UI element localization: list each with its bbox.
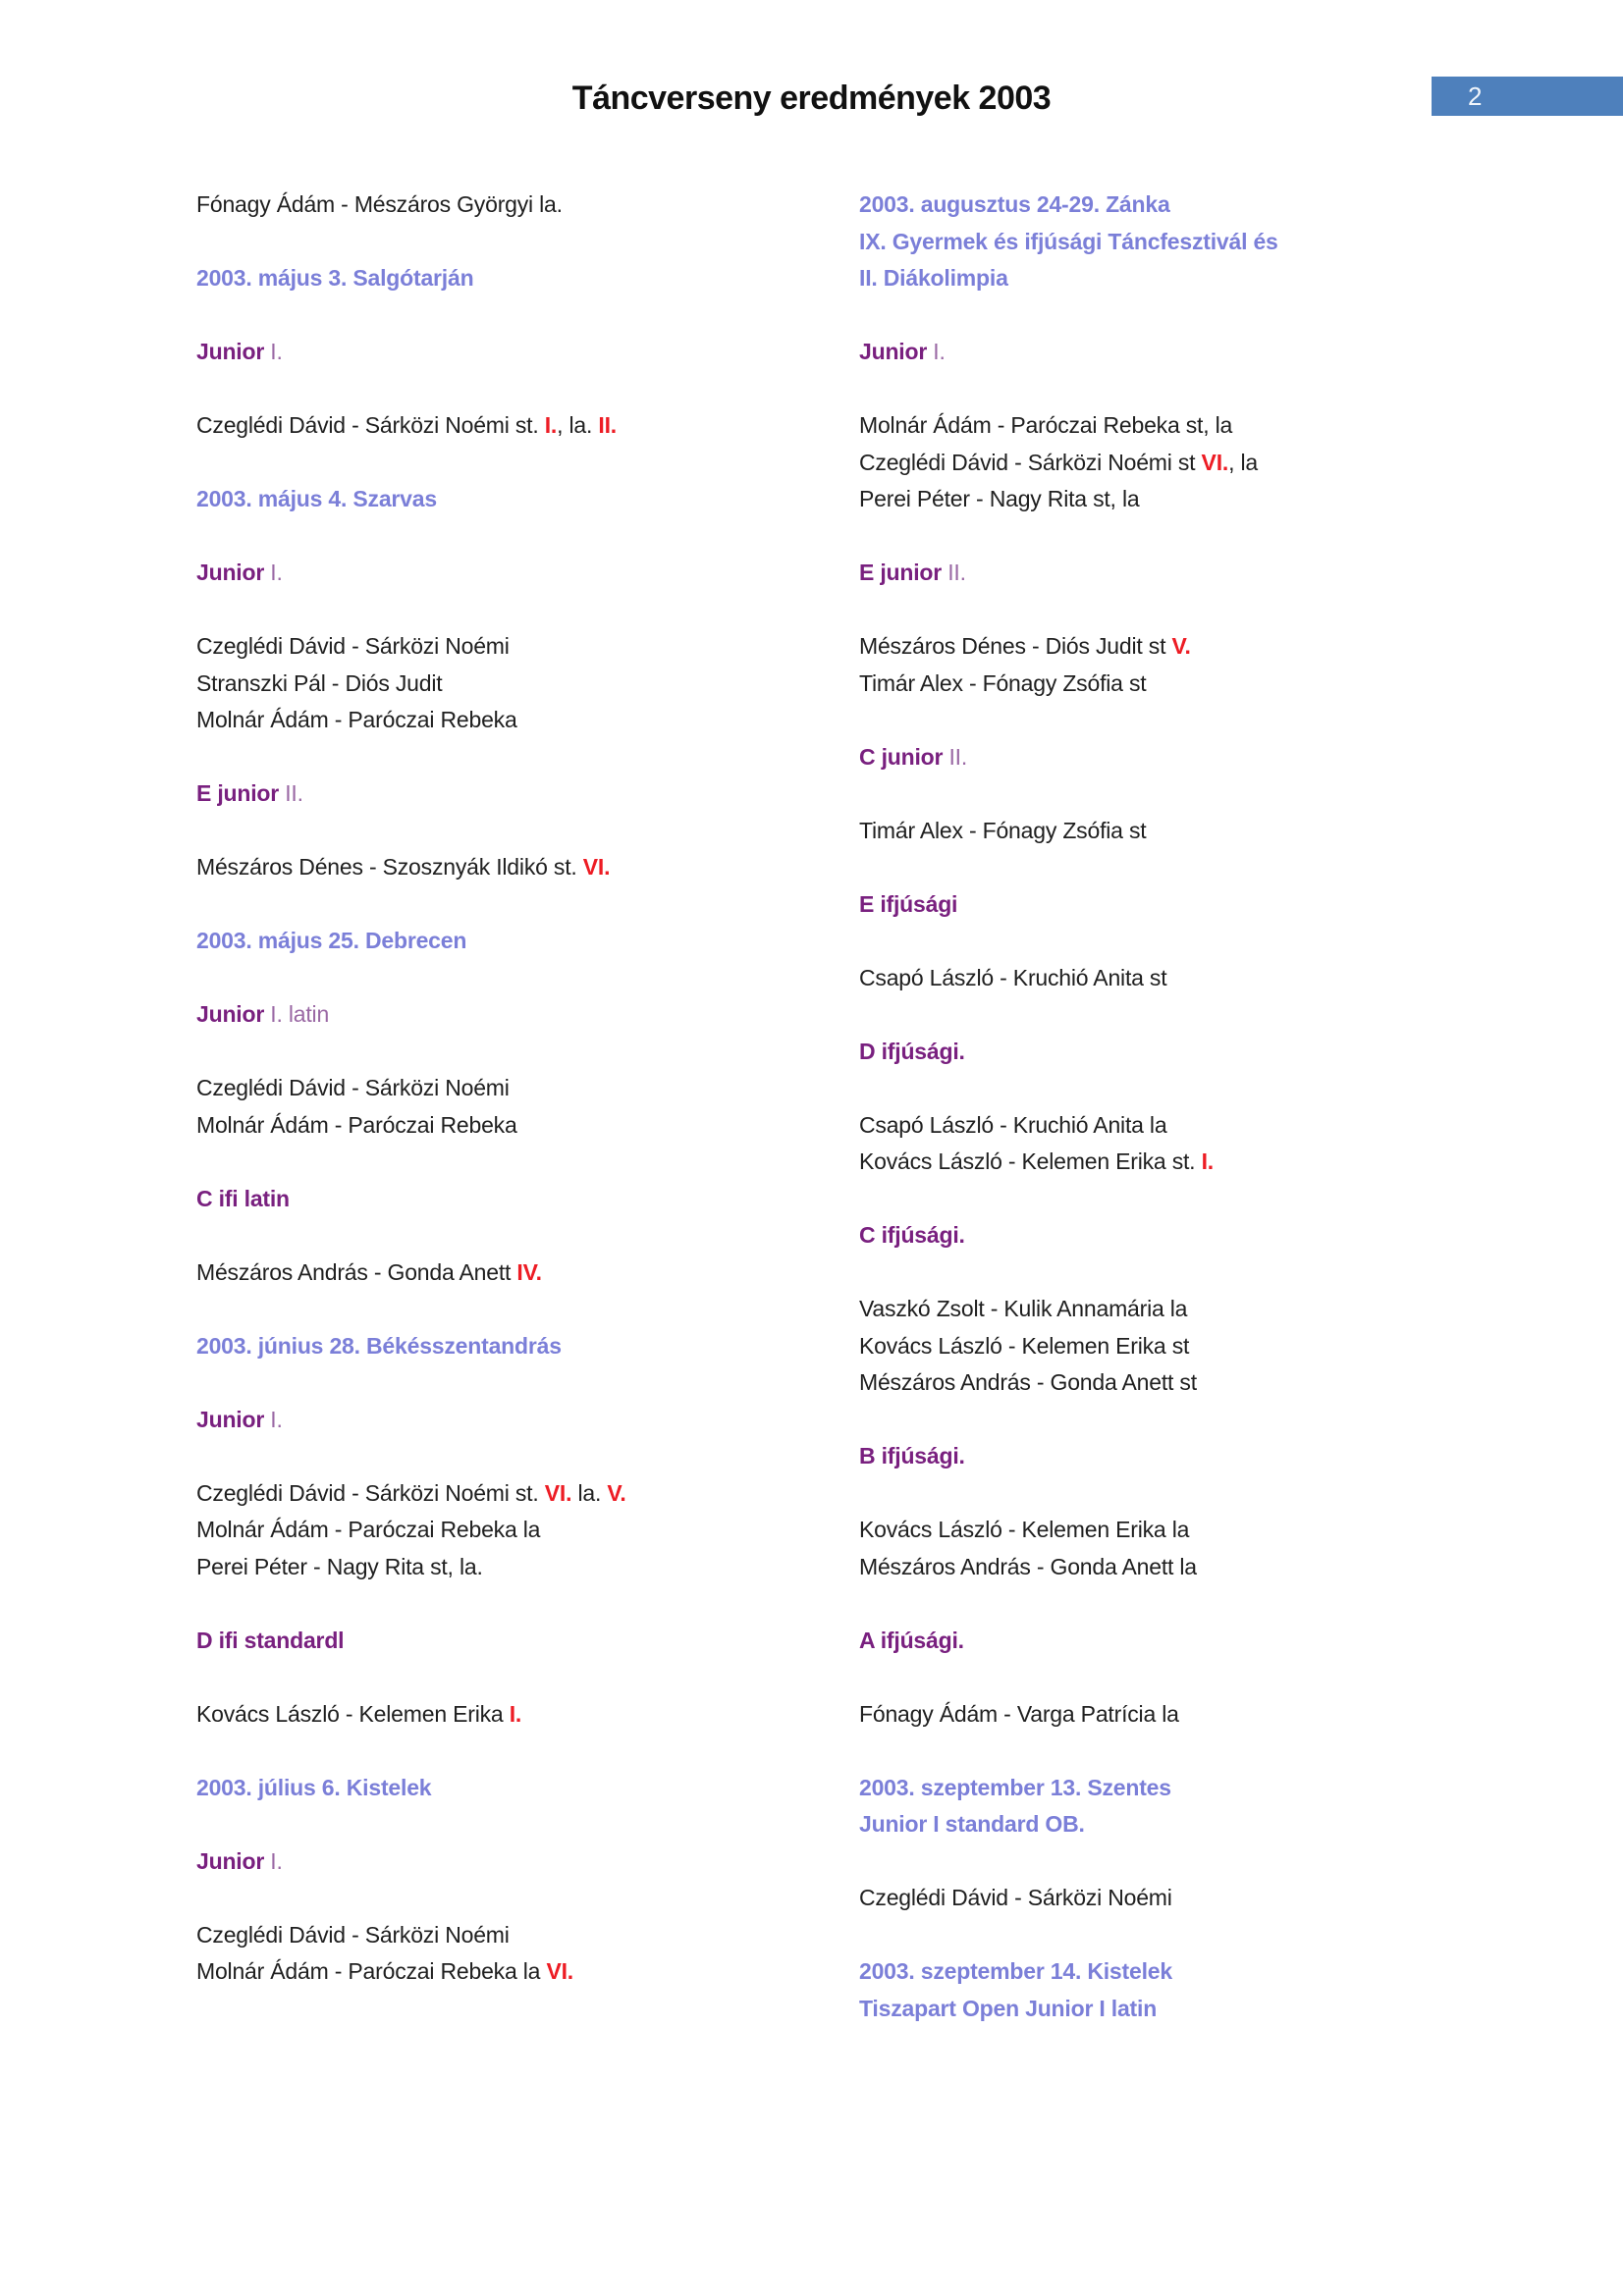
text-segment: Mészáros András - Gonda Anett st (859, 1369, 1197, 1395)
text-segment: Czeglédi Dávid - Sárközi Noémi (196, 633, 510, 659)
text-line (859, 666, 1488, 703)
text-line (196, 260, 825, 297)
result-paragraph (859, 1880, 1488, 1917)
text-line (196, 1770, 825, 1807)
result-paragraph (859, 960, 1488, 997)
text-segment: Molnár Ádám - Paróczai Rebeka (196, 707, 517, 732)
text-line (859, 1623, 1488, 1660)
result-paragraph (859, 628, 1488, 702)
result-paragraph (196, 1475, 825, 1586)
text-segment: Junior (196, 1001, 265, 1027)
text-segment: Perei Péter - Nagy Rita st, la. (196, 1553, 483, 1579)
text-line (859, 1328, 1488, 1365)
text-segment: Mészáros András - Gonda Anett (196, 1258, 517, 1285)
text-segment: Junior (196, 560, 265, 585)
text-line (196, 1917, 825, 1954)
text-segment: Mészáros Dénes - Diós Judit st (859, 633, 1172, 659)
text-segment: 2003. május 3. Salgótarján (196, 265, 474, 291)
text-segment: B ifjúsági. (859, 1443, 965, 1468)
category-heading (196, 1181, 825, 1218)
result-paragraph (859, 407, 1488, 518)
text-line (196, 1402, 825, 1439)
category-heading (859, 1438, 1488, 1475)
text-segment: I. (927, 339, 946, 364)
text-segment: I. (264, 1847, 283, 1874)
text-line (196, 1953, 825, 1991)
text-line (859, 1438, 1488, 1475)
text-line (196, 923, 825, 960)
text-segment: I. (264, 339, 283, 364)
page-number: 2 (1468, 81, 1483, 111)
text-line (859, 1806, 1488, 1843)
text-line (859, 224, 1488, 261)
text-segment: Kovács László - Kelemen Erika la (859, 1517, 1190, 1542)
text-line (859, 260, 1488, 297)
text-line (196, 628, 825, 666)
category-heading (859, 1034, 1488, 1071)
text-line (859, 445, 1488, 482)
text-line (859, 1770, 1488, 1807)
text-line (196, 1843, 825, 1881)
result-paragraph (196, 1696, 825, 1734)
result-paragraph (859, 813, 1488, 850)
event-heading (196, 260, 825, 297)
text-line (196, 555, 825, 592)
text-segment: Kovács László - Kelemen Erika st. (859, 1148, 1202, 1174)
text-segment: Czeglédi Dávid - Sárközi Noémi st. (196, 1479, 545, 1506)
text-segment: Kovács László - Kelemen Erika (196, 1700, 510, 1727)
result-paragraph (196, 1255, 825, 1292)
text-line (196, 996, 825, 1034)
category-heading (859, 1623, 1488, 1660)
text-segment: Stranszki Pál - Diós Judit (196, 669, 443, 696)
left-column (196, 187, 825, 2027)
text-line (859, 960, 1488, 997)
event-heading (859, 1770, 1488, 1843)
text-segment: Junior (196, 339, 265, 364)
text-line (196, 1107, 825, 1145)
text-line (196, 702, 825, 739)
text-line (859, 886, 1488, 924)
result-paragraph (196, 628, 825, 739)
text-segment: , la. (557, 412, 599, 438)
text-line (196, 666, 825, 703)
text-segment: II. (279, 780, 303, 806)
category-heading (859, 334, 1488, 371)
placement-result: I. (509, 1700, 522, 1727)
text-segment: , la (1228, 449, 1258, 475)
result-paragraph (196, 1070, 825, 1144)
text-segment: Tiszapart Open Junior I latin (859, 1995, 1158, 2021)
text-line (859, 1991, 1488, 2028)
text-line (859, 1549, 1488, 1586)
text-segment: Mészáros András - Gonda Anett la (859, 1553, 1197, 1579)
text-line (196, 1512, 825, 1549)
text-segment: Junior (196, 1847, 265, 1874)
category-heading (196, 775, 825, 813)
text-line (859, 1953, 1488, 1991)
placement-result: VI. (1201, 449, 1229, 475)
text-line (196, 1475, 825, 1513)
text-line (196, 775, 825, 813)
text-line (859, 481, 1488, 518)
text-line (196, 1255, 825, 1292)
text-line (196, 334, 825, 371)
text-segment: Junior (196, 1406, 265, 1432)
text-line (859, 187, 1488, 224)
text-segment: 2003. május 4. Szarvas (196, 486, 437, 511)
event-heading (196, 481, 825, 518)
text-segment: 2003. július 6. Kistelek (196, 1774, 432, 1800)
text-segment: Czeglédi Dávid - Sárközi Noémi (196, 1921, 510, 1948)
placement-result: V. (607, 1479, 626, 1506)
placement-result: VI. (582, 854, 611, 880)
placement-result: VI. (544, 1479, 572, 1506)
category-heading (859, 1217, 1488, 1255)
text-line (859, 1144, 1488, 1181)
text-line (859, 1364, 1488, 1402)
text-segment: 2003. szeptember 13. Szentes (859, 1774, 1171, 1800)
text-segment: Czeglédi Dávid - Sárközi Noémi (859, 1885, 1172, 1910)
result-paragraph (196, 849, 825, 886)
result-paragraph (859, 1696, 1488, 1734)
text-segment: D ifi standardl (196, 1627, 345, 1653)
text-line (859, 739, 1488, 776)
text-segment: A ifjúsági. (859, 1627, 964, 1653)
text-segment: Csapó László - Kruchió Anita la (859, 1111, 1167, 1138)
text-segment: Kovács László - Kelemen Erika st (859, 1332, 1190, 1359)
event-heading (196, 1328, 825, 1365)
text-segment: 2003. szeptember 14. Kistelek (859, 1958, 1172, 1984)
text-segment: Csapó László - Kruchió Anita st (859, 964, 1167, 990)
page-title: Táncverseny eredmények 2003 (571, 80, 1052, 117)
category-heading (196, 1623, 825, 1660)
text-segment: Vaszkó Zsolt - Kulik Annamária la (859, 1296, 1188, 1321)
text-segment: D ifjúsági. (859, 1038, 965, 1064)
text-segment: Molnár Ádám - Paróczai Rebeka st, la (859, 412, 1233, 438)
text-segment: E junior (859, 560, 943, 585)
text-line (196, 481, 825, 518)
text-segment: IX. Gyermek és ifjúsági Táncfesztivál és (859, 228, 1278, 254)
text-segment: Mészáros Dénes - Szosznyák Ildikó st. (196, 854, 583, 880)
text-line (859, 555, 1488, 592)
text-line (859, 1512, 1488, 1549)
text-line (859, 1034, 1488, 1071)
placement-result: VI. (546, 1958, 573, 1984)
result-paragraph (196, 187, 825, 224)
text-segment: Timár Alex - Fónagy Zsófia st (859, 669, 1147, 696)
category-heading (196, 555, 825, 592)
event-heading (196, 1770, 825, 1807)
result-paragraph (859, 1291, 1488, 1402)
text-line (859, 334, 1488, 371)
event-heading (859, 187, 1488, 297)
text-segment: Molnár Ádám - Paróczai Rebeka la (196, 1958, 547, 1984)
text-segment: Czeglédi Dávid - Sárközi Noémi st. (196, 412, 545, 438)
right-column (859, 187, 1488, 2064)
category-heading (196, 1843, 825, 1881)
category-heading (196, 1402, 825, 1439)
text-segment: Molnár Ádám - Paróczai Rebeka (196, 1111, 517, 1138)
text-segment: II. (943, 743, 968, 770)
text-segment: Czeglédi Dávid - Sárközi Noémi (196, 1075, 510, 1100)
text-segment: Timár Alex - Fónagy Zsófia st (859, 817, 1147, 843)
text-line (196, 1181, 825, 1218)
text-line (859, 1696, 1488, 1734)
category-heading (196, 334, 825, 371)
text-line (196, 1070, 825, 1107)
text-segment: E junior (196, 780, 280, 806)
event-heading (859, 1953, 1488, 2027)
result-paragraph (859, 1107, 1488, 1181)
text-segment: C ifjúsági. (859, 1222, 965, 1248)
category-heading (859, 739, 1488, 776)
placement-result: II. (598, 412, 617, 438)
text-line (859, 407, 1488, 445)
text-segment: Perei Péter - Nagy Rita st, la (859, 486, 1140, 511)
text-segment: Junior (859, 339, 928, 364)
text-line (196, 187, 825, 224)
placement-result: I. (1201, 1148, 1214, 1174)
text-segment: la. (571, 1479, 608, 1506)
text-line (859, 1107, 1488, 1145)
text-line (859, 1880, 1488, 1917)
page-number-badge (1432, 77, 1623, 116)
text-segment: C junior (859, 743, 944, 770)
text-segment: I. (264, 1406, 283, 1432)
text-segment: II. (942, 560, 966, 585)
text-segment: 2003. június 28. Békésszentandrás (196, 1332, 562, 1359)
text-line (196, 1549, 825, 1586)
text-segment: Junior I standard OB. (859, 1811, 1085, 1837)
text-line (859, 813, 1488, 850)
text-segment: 2003. május 25. Debrecen (196, 928, 467, 953)
category-heading (196, 996, 825, 1034)
text-line (196, 1623, 825, 1660)
text-segment: C ifi latin (196, 1185, 290, 1211)
text-line (859, 1291, 1488, 1328)
category-heading (859, 555, 1488, 592)
text-segment: II. Diákolimpia (859, 265, 1008, 291)
text-line (196, 1328, 825, 1365)
text-segment: 2003. augusztus 24-29. Zánka (859, 191, 1170, 217)
text-segment: Czeglédi Dávid - Sárközi Noémi st (859, 449, 1202, 475)
text-segment: E ifjúsági (859, 890, 958, 917)
text-segment: Fónagy Ádám - Varga Patrícia la (859, 1700, 1179, 1727)
result-paragraph (859, 1512, 1488, 1585)
text-line (196, 1696, 825, 1734)
placement-result: I. (544, 412, 558, 438)
text-segment: I. latin (264, 1001, 330, 1027)
category-heading (859, 886, 1488, 924)
text-segment: I. (264, 560, 283, 585)
result-paragraph (196, 407, 825, 445)
placement-result: IV. (516, 1258, 542, 1285)
text-segment: Fónagy Ádám - Mészáros Györgyi la. (196, 191, 563, 217)
placement-result: V. (1171, 633, 1191, 659)
text-line (196, 407, 825, 445)
text-line (859, 628, 1488, 666)
event-heading (196, 923, 825, 960)
text-line (859, 1217, 1488, 1255)
text-line (196, 849, 825, 886)
text-segment: Molnár Ádám - Paróczai Rebeka la (196, 1517, 541, 1542)
result-paragraph (196, 1917, 825, 1991)
